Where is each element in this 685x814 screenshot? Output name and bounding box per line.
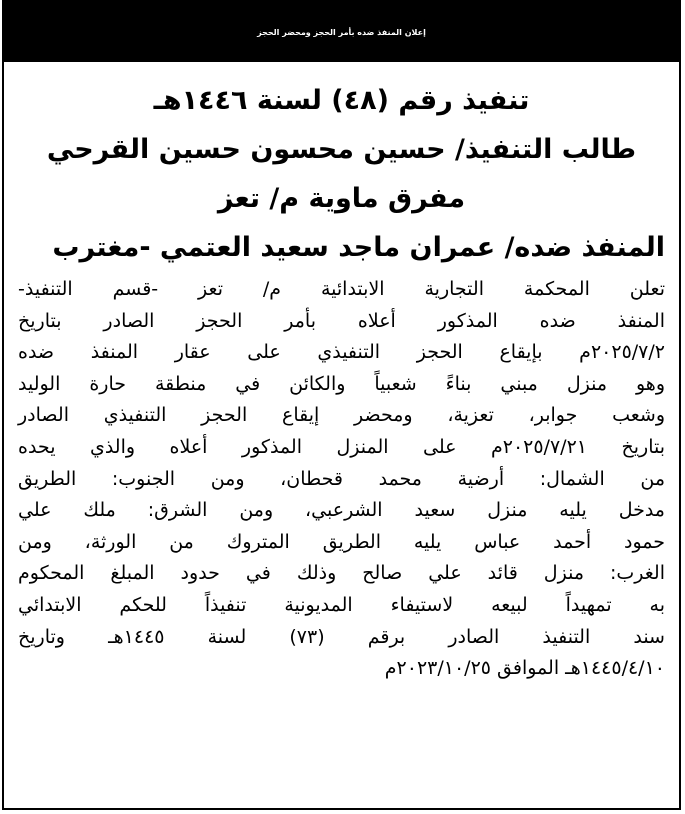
applicant-address-heading: مفرق ماوية م/ تعز bbox=[217, 183, 466, 214]
body-line: تعلن المحكمة التجارية الابتدائية م/ تعز -قسم التنفيذ- bbox=[18, 278, 665, 300]
body-line: مدخل يليه منزل سعيد الشرعبي، ومن الشرق: ملك علي bbox=[18, 499, 665, 522]
body-line: بتاريخ ٢٠٢٥/٧/٢١م على المنزل المذكور أعلاه والذي يحده bbox=[18, 435, 666, 458]
body-line: وهو منزل مبني بناءً شعبياً والكائن في منطقة حارة الوليد bbox=[18, 372, 665, 395]
body-line: وشعب جوابر، تعزية، ومحضر إيقاع الحجز التنفيذي الصادر bbox=[18, 404, 665, 427]
body-line: سند التنفيذ الصادر برقم (٧٣) لسنة ١٤٤٥هـ وتاريخ bbox=[18, 625, 665, 648]
execution-number-heading: تنفيذ رقم (٤٨) لسنة ١٤٤٦هـ bbox=[153, 85, 530, 116]
body-line: من الشمال: أرضية محمد قحطان، ومن الجنوب: الطريق bbox=[18, 467, 665, 490]
body-line: ١٤٤٥/٤/١٠هـ الموافق ٢٠٢٣/١٠/٢٥م bbox=[384, 657, 665, 680]
body-line: به تمهيداً لبيعه لاستيفاء المديونية تنفيذاً للحكم الابتدائي bbox=[18, 593, 665, 616]
body-line: الغرب: منزل قائد علي صالح وذلك في حدود المبلغ المحكوم bbox=[18, 562, 665, 585]
defendant-heading: المنفذ ضده/ عمران ماجد سعيد العتمي -مغترب bbox=[52, 232, 665, 263]
notice-title: إعلان المنفذ ضده بأمر الحجز ومحضر الحجز bbox=[4, 2, 679, 62]
body-line: ٢٠٢٥/٧/٢م بإيقاع الحجز التنفيذي على عقار المنفذ ضده bbox=[18, 341, 665, 364]
notice-body bbox=[18, 274, 665, 685]
body-line: حمود أحمد عباس يليه الطريق المتروك من الورثة، ومن bbox=[18, 530, 665, 553]
notice-content bbox=[4, 62, 679, 685]
legal-notice bbox=[2, 0, 681, 810]
body-line: المنفذ ضده المذكور أعلاه بأمر الحجز الصادر بتاريخ bbox=[18, 309, 665, 332]
applicant-heading: طالب التنفيذ/ حسين محسون حسين القرحي bbox=[46, 134, 637, 165]
